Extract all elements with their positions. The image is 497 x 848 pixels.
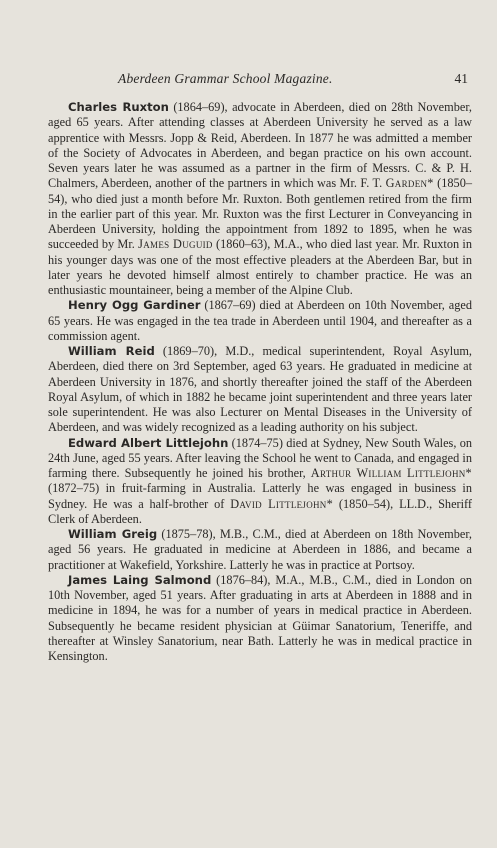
running-title: Aberdeen Grammar School Magazine. xyxy=(118,71,333,86)
entry-text: (1867–69) died at Aberdeen on 10th November, aged 65 years. He was engaged in the tea trade in Aberdeen until 1904, and thereafter as a commission agent. xyxy=(48,298,472,343)
obituary-entry xyxy=(48,527,472,573)
running-head xyxy=(48,71,472,89)
entry-text: (1850–54), LL.D., Sheriff Clerk of Aberdeen. xyxy=(48,496,473,526)
entry-text: (1860–63), M.A., who died last year. Mr. Ruxton in his younger days was one of the most effective pleaders at the Aberdeen Bar, but in later years he devoted himself almost entirely to chamber practice. He was an enthusiastic mountaineer, being a member of the Alpine Club. xyxy=(48,237,472,297)
entry-cross-reference: James Duguid xyxy=(138,237,213,252)
entry-name: Henry Ogg Gardiner xyxy=(68,298,201,313)
page-number: 41 xyxy=(454,71,468,86)
entry-name: Edward Albert Littlejohn xyxy=(68,435,229,450)
entry-cross-reference: Arthur William Littlejohn* xyxy=(310,466,472,480)
entry-name: William Greig xyxy=(68,527,158,541)
entry-text: (1872–75) in fruit-farming in Australia. Latterly he was engaged in business in Sydney. He was a half-brother of xyxy=(48,481,472,511)
entry-text: (1850–54), who died just a month before Mr. Ruxton. Both gentlemen retired from the firm in the earlier part of this year. Mr. Ruxton was the first Lecturer in Conveyancing in Aberdeen University, holding the appointment from 1892 to 1895, when he was succeeded by Mr. xyxy=(48,176,472,252)
entry-text: (1869–70), M.D., medical superintendent, Royal Asylum, Aberdeen, died there on 3rd September, aged 63 years. He graduated in medicine at Aberdeen University in 1876, and shortly thereafter joined the staff of the Aberdeen Royal Asylum, of which in 1882 he became joint superintendent and three years later sole superintendent. He was also Lecturer on Mental Diseases in the University of Aberdeen, and was widely recognized as a leading authority on his subject. xyxy=(48,344,472,435)
entry-text: (1874–75) died at Sydney, New South Wales, on 24th June, aged 55 years. After leaving the School he went to Canada, and engaged in farming there. Subsequently he joined his brother, xyxy=(48,435,472,480)
entry-name: Charles Ruxton xyxy=(68,100,169,114)
entry-text: (1864–69), advocate in Aberdeen, died on 28th November, aged 65 years. After attending classes at Aberdeen University he served as a law apprentice with Messrs. Jopp & Reid, Aberdeen. In 1877 he was admitted a member of the Society of Advocates in Aberdeen, and began practice on his own account. Seven years later he was assumed as a partner in the firm of Messrs. C. & P. H. Chalmers, Aberdeen, another of the partners in which was Mr. F. T. xyxy=(48,100,472,191)
obituary-list xyxy=(48,100,472,664)
entry-text: (1876–84), M.A., M.B., C.M., died in London on 10th November, aged 51 years. After graduating in arts at Aberdeen in 1888 and in medicine in 1894, he was for a number of years in medical practice in Aberdeen. Subsequently he became resident physician at Güimar Sanatorium, Teneriffe, and thereafter at Winsley Sanatorium, near Bath. Latterly he was in medical practice in Kensington. xyxy=(48,572,472,663)
entry-cross-reference: David Littlejohn* xyxy=(230,496,334,511)
entry-name: James Laing Salmond xyxy=(68,572,212,587)
obituary-entry xyxy=(48,436,472,528)
entry-name: William Reid xyxy=(68,344,155,358)
obituary-entry xyxy=(48,100,472,298)
obituary-entry xyxy=(48,573,472,665)
obituary-entry xyxy=(48,344,472,436)
obituary-entry xyxy=(48,298,472,344)
entry-text: (1875–78), M.B., C.M., died at Aberdeen on 18th November, aged 56 years. He graduated in medicine at Aberdeen in 1886, and became a practitioner at Wakefield, Yorkshire. Latterly he was in practice at Portsoy. xyxy=(48,527,472,572)
entry-cross-reference: Garden* xyxy=(385,176,434,191)
